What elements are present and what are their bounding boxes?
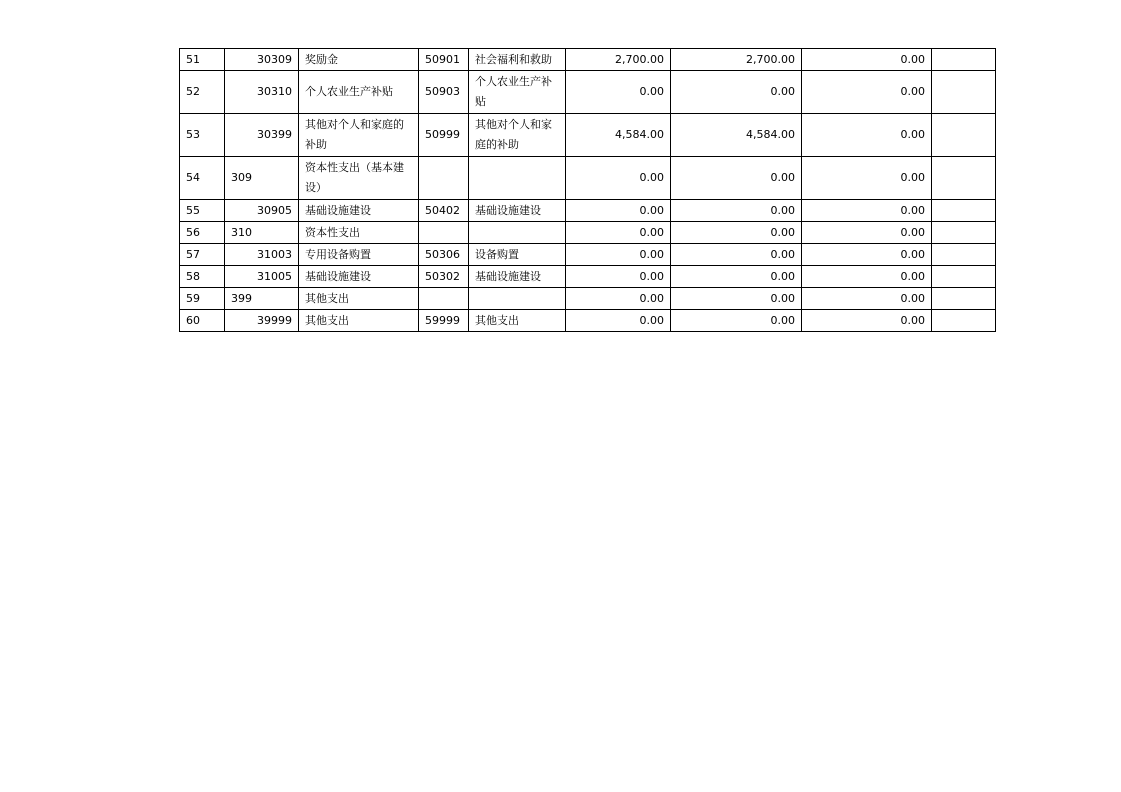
project-amount-cell: 0.00	[802, 266, 932, 288]
table-row	[180, 71, 996, 114]
table-body	[180, 49, 996, 332]
econ-code-cell: 31005	[225, 266, 299, 288]
table-row	[180, 157, 996, 200]
basic-amount-cell: 0.00	[671, 266, 802, 288]
row-index-cell: 57	[180, 244, 225, 266]
project-amount-cell: 0.00	[802, 310, 932, 332]
total-amount-cell: 4,584.00	[566, 114, 671, 157]
table-row	[180, 244, 996, 266]
extra-cell	[932, 49, 996, 71]
row-index-cell: 52	[180, 71, 225, 114]
econ-name-cell: 资本性支出	[299, 222, 419, 244]
table-row	[180, 288, 996, 310]
total-amount-cell: 0.00	[566, 244, 671, 266]
extra-cell	[932, 288, 996, 310]
gov-code-cell: 50999	[419, 114, 469, 157]
econ-name-cell: 资本性支出（基本建设）	[299, 157, 419, 200]
row-index-cell: 56	[180, 222, 225, 244]
gov-code-cell	[419, 157, 469, 200]
basic-amount-cell: 0.00	[671, 157, 802, 200]
table-row	[180, 310, 996, 332]
gov-code-cell	[419, 288, 469, 310]
table-row	[180, 49, 996, 71]
econ-name-cell: 基础设施建设	[299, 200, 419, 222]
econ-code-cell: 309	[225, 157, 299, 200]
project-amount-cell: 0.00	[802, 49, 932, 71]
table-row	[180, 114, 996, 157]
econ-code-cell: 39999	[225, 310, 299, 332]
econ-name-cell: 其他支出	[299, 310, 419, 332]
econ-code-cell: 310	[225, 222, 299, 244]
gov-code-cell: 50402	[419, 200, 469, 222]
project-amount-cell: 0.00	[802, 114, 932, 157]
basic-amount-cell: 0.00	[671, 71, 802, 114]
total-amount-cell: 0.00	[566, 310, 671, 332]
extra-cell	[932, 157, 996, 200]
extra-cell	[932, 266, 996, 288]
total-amount-cell: 0.00	[566, 71, 671, 114]
row-index-cell: 59	[180, 288, 225, 310]
row-index-cell: 54	[180, 157, 225, 200]
project-amount-cell: 0.00	[802, 244, 932, 266]
budget-table	[179, 48, 996, 332]
gov-name-cell: 其他支出	[469, 310, 566, 332]
gov-name-cell	[469, 222, 566, 244]
row-index-cell: 51	[180, 49, 225, 71]
econ-code-cell: 399	[225, 288, 299, 310]
econ-name-cell: 奖励金	[299, 49, 419, 71]
row-index-cell: 58	[180, 266, 225, 288]
basic-amount-cell: 0.00	[671, 222, 802, 244]
total-amount-cell: 0.00	[566, 157, 671, 200]
project-amount-cell: 0.00	[802, 200, 932, 222]
econ-code-cell: 31003	[225, 244, 299, 266]
total-amount-cell: 0.00	[566, 200, 671, 222]
basic-amount-cell: 4,584.00	[671, 114, 802, 157]
gov-code-cell	[419, 222, 469, 244]
gov-code-cell: 50306	[419, 244, 469, 266]
gov-code-cell: 50302	[419, 266, 469, 288]
econ-name-cell: 其他对个人和家庭的补助	[299, 114, 419, 157]
project-amount-cell: 0.00	[802, 222, 932, 244]
row-index-cell: 53	[180, 114, 225, 157]
extra-cell	[932, 200, 996, 222]
gov-name-cell: 个人农业生产补贴	[469, 71, 566, 114]
econ-code-cell: 30399	[225, 114, 299, 157]
total-amount-cell: 2,700.00	[566, 49, 671, 71]
extra-cell	[932, 310, 996, 332]
extra-cell	[932, 71, 996, 114]
gov-name-cell: 基础设施建设	[469, 200, 566, 222]
basic-amount-cell: 0.00	[671, 244, 802, 266]
gov-code-cell: 59999	[419, 310, 469, 332]
econ-code-cell: 30309	[225, 49, 299, 71]
project-amount-cell: 0.00	[802, 71, 932, 114]
gov-name-cell: 基础设施建设	[469, 266, 566, 288]
gov-name-cell	[469, 288, 566, 310]
econ-name-cell: 其他支出	[299, 288, 419, 310]
basic-amount-cell: 0.00	[671, 200, 802, 222]
total-amount-cell: 0.00	[566, 266, 671, 288]
econ-code-cell: 30310	[225, 71, 299, 114]
total-amount-cell: 0.00	[566, 222, 671, 244]
basic-amount-cell: 0.00	[671, 310, 802, 332]
gov-name-cell	[469, 157, 566, 200]
econ-name-cell: 基础设施建设	[299, 266, 419, 288]
econ-name-cell: 专用设备购置	[299, 244, 419, 266]
total-amount-cell: 0.00	[566, 288, 671, 310]
gov-code-cell: 50903	[419, 71, 469, 114]
table-row	[180, 222, 996, 244]
gov-name-cell: 设备购置	[469, 244, 566, 266]
table-row	[180, 200, 996, 222]
extra-cell	[932, 222, 996, 244]
gov-name-cell: 社会福利和救助	[469, 49, 566, 71]
project-amount-cell: 0.00	[802, 288, 932, 310]
row-index-cell: 60	[180, 310, 225, 332]
project-amount-cell: 0.00	[802, 157, 932, 200]
basic-amount-cell: 0.00	[671, 288, 802, 310]
econ-name-cell: 个人农业生产补贴	[299, 71, 419, 114]
extra-cell	[932, 244, 996, 266]
extra-cell	[932, 114, 996, 157]
gov-code-cell: 50901	[419, 49, 469, 71]
table-row	[180, 266, 996, 288]
econ-code-cell: 30905	[225, 200, 299, 222]
basic-amount-cell: 2,700.00	[671, 49, 802, 71]
gov-name-cell: 其他对个人和家庭的补助	[469, 114, 566, 157]
row-index-cell: 55	[180, 200, 225, 222]
